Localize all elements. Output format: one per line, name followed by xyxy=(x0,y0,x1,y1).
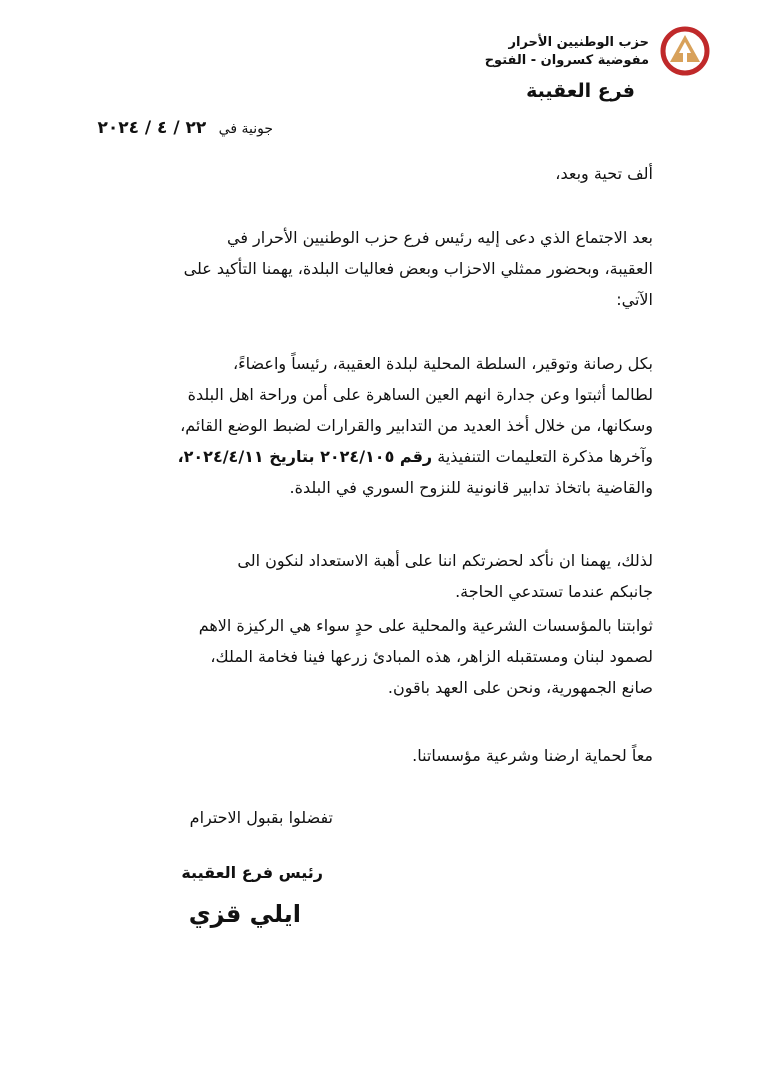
greeting: ألف تحية وبعد، xyxy=(555,164,653,183)
commission-name: مفوضية كسروان - الفتوح xyxy=(484,53,649,68)
readiness-paragraph xyxy=(123,545,653,607)
text-line: لطالما أثبتوا وعن جدارة انهم العين الساهرة على أمن وراحة اهل البلدة xyxy=(187,385,653,404)
text-line: صانع الجمهورية، ونحن على العهد باقون. xyxy=(387,678,653,697)
together-paragraph: معاً لحماية ارضنا وشرعية مؤسساتنا. xyxy=(412,746,653,765)
memo-text: وآخرها مذكرة التعليمات التنفيذية xyxy=(437,447,653,466)
party-name: حزب الوطنيين الأحرار xyxy=(508,35,649,50)
memo-number: رقم ٢٠٢٤/١٠٥ بتاريخ ٢٠٢٤/٤/١١، xyxy=(177,447,433,466)
branch-title: فرع العقيبة xyxy=(526,80,635,102)
text-line: والقاضية باتخاذ تدابير قانونية للنزوح السوري في البلدة. xyxy=(289,478,653,497)
intro-paragraph xyxy=(123,222,653,315)
closing-phrase: تفضلوا بقبول الاحترام xyxy=(189,808,333,827)
letterhead xyxy=(485,34,649,70)
text-line: الآتي: xyxy=(616,290,653,309)
text-line xyxy=(123,441,653,472)
text-line: لذلك، يهمنا ان نأكد لحضرتكم اننا على أهبة الاستعداد لنكون الى xyxy=(237,551,653,570)
text-line: جانبكم عندما تستدعي الحاجة. xyxy=(455,582,653,601)
party-logo-icon xyxy=(660,26,710,76)
text-line: وسكانها، من خلال أخذ العديد من التدابير والقرارات لضبط الوضع القائم، xyxy=(180,416,653,435)
date-label: جونية في xyxy=(218,121,273,137)
text-line: لصمود لبنان ومستقبله الزاهر، هذه المبادئ زرعها فينا فخامة الملك، xyxy=(210,647,653,666)
signature-title: رئيس فرع العقيبة xyxy=(181,863,323,882)
constants-paragraph xyxy=(123,610,653,703)
date-value: ٢٢ / ٤ / ٢٠٢٤ xyxy=(97,118,207,138)
text-line: بكل رصانة وتوقير، السلطة المحلية لبلدة العقيبة، رئيساً واعضاءً، xyxy=(232,354,653,373)
text-line: بعد الاجتماع الذي دعى إليه رئيس فرع حزب الوطنيين الأحرار في xyxy=(226,228,653,247)
date-line xyxy=(97,118,273,138)
text-line: العقيبة، وبحضور ممثلي الاحزاب وبعض فعاليات البلدة، يهمنا التأكيد على xyxy=(183,259,653,278)
signature-name: ايلي قزي xyxy=(188,900,301,928)
praise-paragraph xyxy=(123,348,653,503)
text-line: ثوابتنا بالمؤسسات الشرعية والمحلية على حدٍ سواء هي الركيزة الاهم xyxy=(198,616,653,635)
